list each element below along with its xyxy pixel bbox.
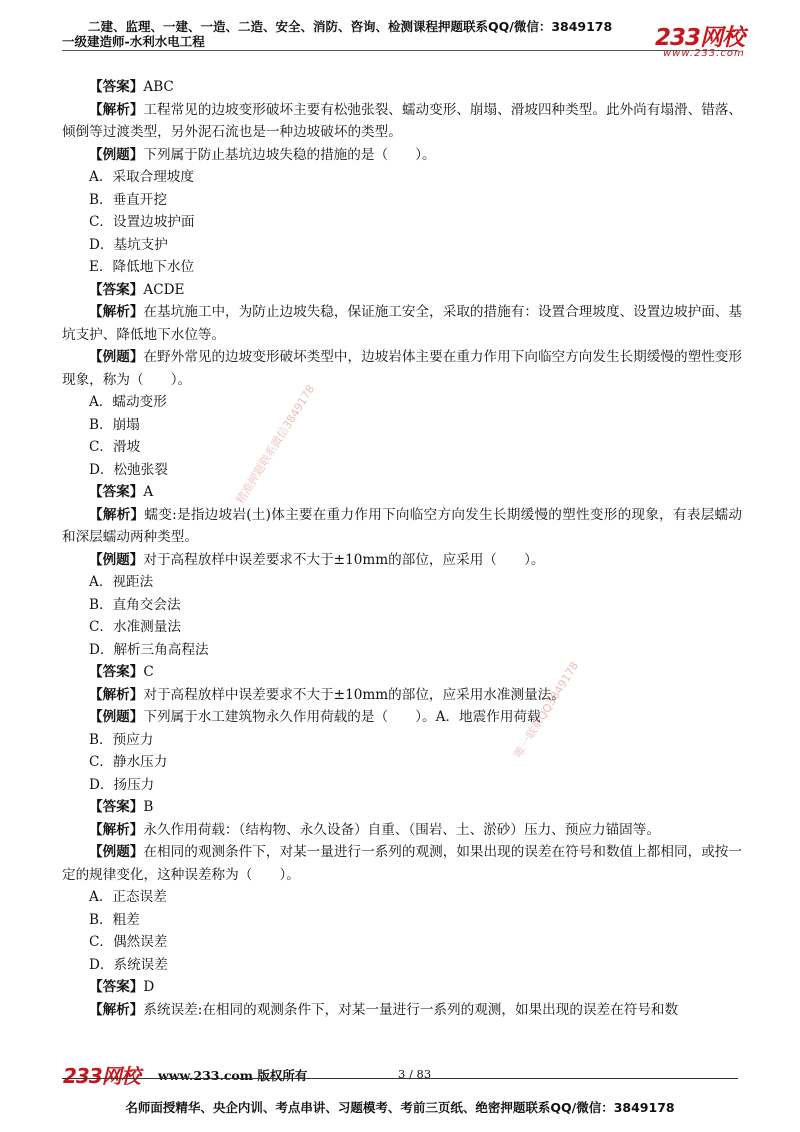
text-line — [62, 616, 742, 639]
brand-logo-bottom: 233网校 — [63, 1064, 140, 1088]
text-line — [62, 436, 742, 459]
line-text: C．水准测量法 — [89, 619, 181, 635]
watermark-1: 精准押题联系微信3849178 — [233, 382, 318, 506]
line-text: 对于高程放样中误差要求不大于±10mm的部位，应采用水准测量法。 — [143, 686, 565, 703]
text-line — [62, 954, 742, 977]
line-text: A．采取合理坡度 — [89, 169, 194, 185]
line-text: 下列属于防止基坑边坡失稳的措施的是（ ）。 — [143, 146, 436, 163]
section-tag: 【解析】 — [89, 101, 144, 118]
section-tag: 【答案】 — [89, 799, 144, 815]
line-text: 在野外常见的边坡变形破坏类型中，边坡岩体主要在重力作用下向临空方向发生长期缓慢的塑性变形现象，称为（ ）。 — [62, 349, 743, 388]
section-tag: 【例题】 — [89, 349, 144, 365]
text-line — [62, 301, 742, 346]
text-line — [62, 76, 742, 99]
header-promo-text: 二建、监理、一建、一造、二造、安全、消防、咨询、检测课程押题联系QQ/微信：3849178 — [88, 19, 613, 34]
text-line — [62, 504, 742, 549]
text-line — [62, 99, 742, 144]
section-tag: 【解析】 — [89, 1001, 144, 1018]
text-line — [62, 706, 742, 729]
text-line — [62, 481, 742, 504]
line-text: D．扬压力 — [89, 776, 155, 793]
section-tag: 【解析】 — [89, 506, 145, 523]
text-line — [62, 796, 742, 819]
text-line — [62, 819, 742, 842]
text-line — [62, 594, 742, 617]
line-text: B．崩塌 — [89, 416, 140, 433]
line-text: C．偶然误差 — [89, 934, 168, 950]
brand-logo-text: 233网校 — [655, 25, 745, 51]
line-text: ACDE — [143, 281, 185, 298]
section-tag: 【答案】 — [89, 281, 144, 298]
text-line — [62, 391, 742, 414]
line-text: C．设置边坡护面 — [89, 214, 195, 230]
line-text: 系统误差:在相同的观测条件下，对某一量进行一系列的观测，如果出现的误差在符号和数 — [143, 1001, 679, 1018]
line-text: D．松弛张裂 — [89, 461, 168, 478]
line-text: D．系统误差 — [89, 956, 168, 973]
section-tag: 【答案】 — [89, 79, 144, 95]
text-line — [62, 166, 742, 189]
section-tag: 【例题】 — [89, 844, 144, 860]
text-line — [62, 976, 742, 999]
page-number: 3 / 83 — [398, 1067, 432, 1081]
text-line — [62, 279, 742, 302]
line-text: D．基坑支护 — [89, 236, 168, 253]
line-text: D．解析三角高程法 — [89, 641, 209, 658]
text-line — [62, 729, 742, 752]
line-text: ABC — [143, 79, 174, 95]
line-text: B — [143, 799, 154, 815]
line-text: A．蠕动变形 — [89, 394, 167, 410]
section-tag: 【答案】 — [89, 979, 144, 995]
line-text: B．垂直开挖 — [89, 191, 167, 208]
section-tag: 【例题】 — [89, 551, 144, 568]
line-text: 在相同的观测条件下，对某一量进行一系列的观测，如果出现的误差在符号和数值上都相同，或按一定的规律变化，这种误差称为（ ）。 — [62, 844, 743, 883]
footer-promo-text: 名师面授精华、央企内训、考点串讲、习题模考、考前三页纸、绝密押题联系QQ/微信：3849178 — [125, 1100, 675, 1115]
text-line — [62, 459, 742, 482]
text-line — [62, 234, 742, 257]
brand-logo-top — [655, 19, 745, 59]
line-text: C — [143, 664, 154, 680]
line-text: C．滑坡 — [89, 439, 141, 455]
text-line — [62, 346, 742, 391]
section-tag: 【例题】 — [89, 146, 144, 163]
text-line — [62, 886, 742, 909]
text-line — [62, 931, 742, 954]
text-line — [62, 414, 742, 437]
watermark-2: 唯一联系QQ3849178 — [511, 659, 582, 760]
line-text: D — [143, 979, 155, 995]
line-text: E．降低地下水位 — [89, 259, 195, 275]
line-text: 永久作用荷载：（结构物、永久设备）自重、（围岩、土、淤砂）压力、预应力锚固等。 — [143, 821, 660, 838]
header-subject-title: 一级建造师-水利水电工程 — [62, 34, 205, 49]
footer-divider — [62, 1078, 738, 1079]
line-text: A — [143, 484, 154, 500]
section-tag: 【答案】 — [89, 664, 144, 680]
line-text: 工程常见的边坡变形破坏主要有松弛张裂、蠕动变形、崩塌、滑坡四种类型。此外尚有塌滑、错落、倾倒等过渡类型，另外泥石流也是一种边坡破坏的类型。 — [62, 101, 743, 140]
line-text: A．视距法 — [89, 574, 154, 590]
text-line — [62, 774, 742, 797]
text-line — [62, 684, 742, 707]
line-text: 蠕变:是指边坡岩(土)体主要在重力作用下向临空方向发生长期缓慢的塑性变形的现象，有表层蠕动和深层蠕动两种类型。 — [62, 506, 743, 545]
text-line — [62, 256, 742, 279]
line-text: B．直角交会法 — [89, 596, 181, 613]
line-text: 下列属于水工建筑物永久作用荷载的是（ ）。A．地震作用荷载 — [143, 709, 541, 725]
text-line — [62, 144, 742, 167]
section-tag: 【解析】 — [89, 304, 144, 320]
header-divider — [62, 50, 738, 51]
text-line — [62, 999, 742, 1022]
section-tag: 【答案】 — [89, 484, 144, 500]
section-tag: 【解析】 — [89, 686, 144, 703]
text-line — [62, 571, 742, 594]
text-line — [62, 211, 742, 234]
line-text: B．粗差 — [89, 911, 140, 928]
line-text: 对于高程放样中误差要求不大于±10mm的部位，应采用（ ）。 — [143, 551, 545, 568]
document-body — [62, 76, 742, 1021]
text-line — [62, 909, 742, 932]
section-tag: 【解析】 — [89, 821, 144, 838]
line-text: 在基坑施工中，为防止边坡失稳，保证施工安全，采取的措施有：设置合理坡度、设置边坡护面、基坑支护、降低地下水位等。 — [62, 304, 743, 343]
text-line — [62, 549, 742, 572]
brand-logo-url: www.233.com — [663, 48, 745, 59]
text-line — [62, 751, 742, 774]
line-text: A．正态误差 — [89, 889, 167, 905]
text-line — [62, 661, 742, 684]
page-header — [0, 0, 800, 60]
text-line — [62, 639, 742, 662]
text-line — [62, 841, 742, 886]
line-text: B．预应力 — [89, 731, 154, 748]
text-line — [62, 189, 742, 212]
footer-copyright: www.233.com 版权所有 — [158, 1068, 308, 1083]
section-tag: 【例题】 — [89, 709, 144, 725]
line-text: C．静水压力 — [89, 754, 168, 770]
